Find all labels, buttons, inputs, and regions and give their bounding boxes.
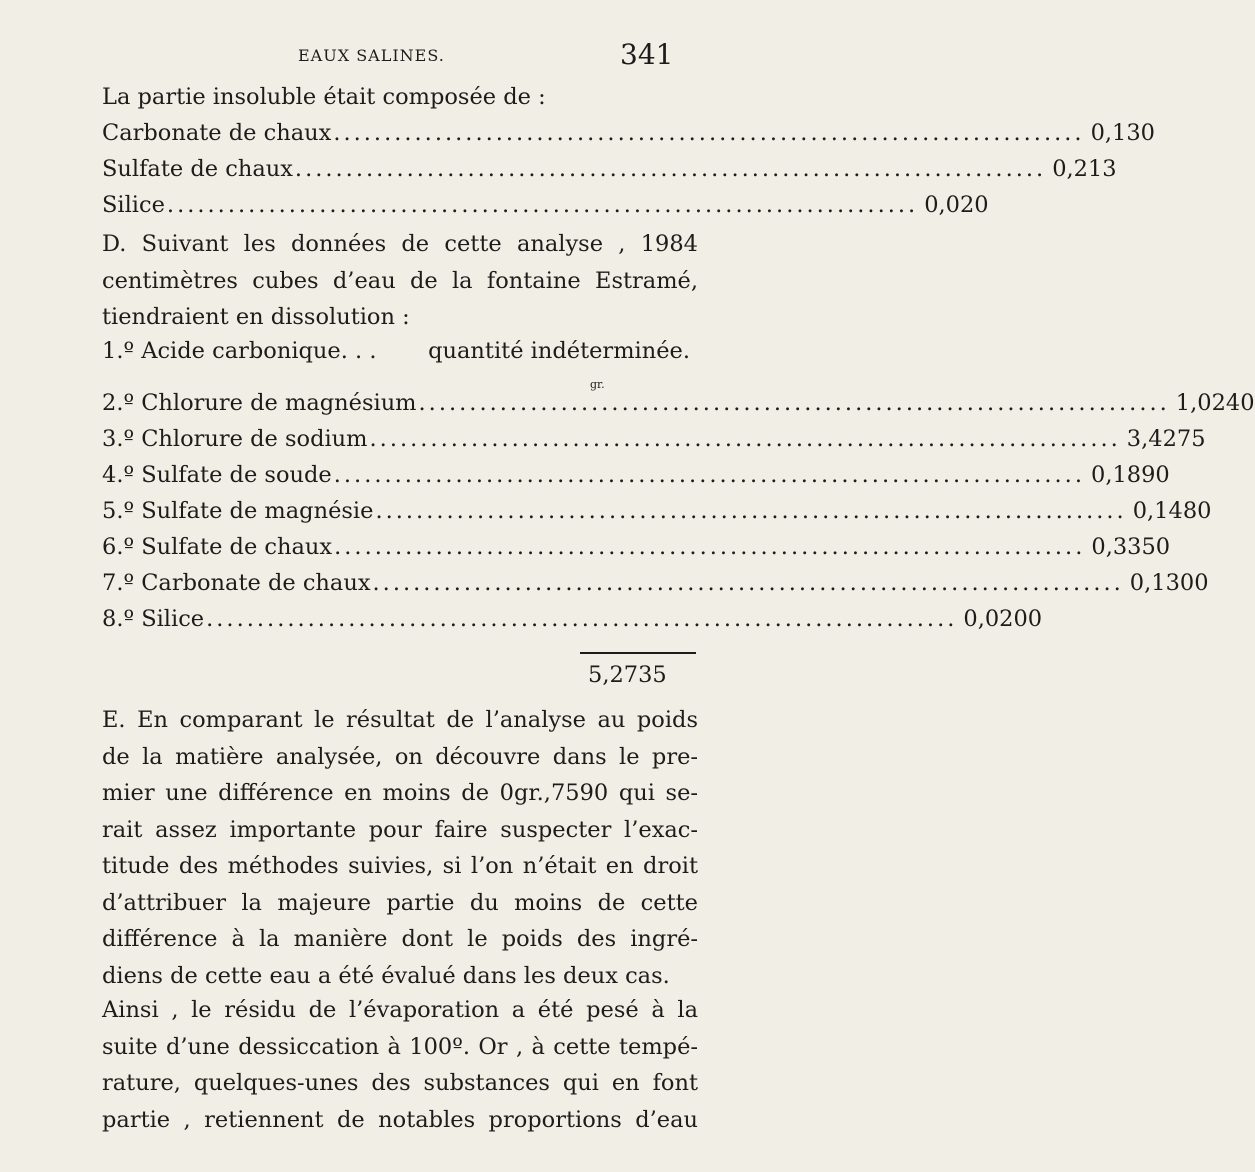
insoluble-row	[102, 120, 1155, 154]
section-d-paragraph	[102, 226, 698, 336]
dissolved-row	[102, 534, 1171, 568]
paragraph-line: rature, quelques-unes des substances qui en font	[102, 1070, 698, 1096]
item-value: 0,130	[1090, 120, 1155, 146]
item-value: 0,3350	[1091, 534, 1171, 560]
leader-dots: ..........................................................................	[372, 570, 1124, 596]
item-label: 6.º Sulfate de chaux	[102, 534, 333, 560]
closing-paragraph	[102, 992, 698, 1138]
paragraph-line: d’attribuer la majeure partie du moins de cette	[102, 889, 698, 916]
leader-dots: ..........................................................................	[334, 534, 1086, 560]
dissolved-row	[102, 390, 1255, 424]
paragraph-line: de la matière analysée, on découvre dans le pre-	[102, 743, 698, 770]
dissolved-total: 5,2735	[588, 662, 667, 688]
dissolved-row	[102, 570, 1209, 604]
dissolved-row	[102, 606, 1043, 640]
item-label: Sulfate de chaux	[102, 156, 293, 182]
leader-dots: ..........................................................................	[333, 462, 1085, 488]
running-title: EAUX SALINES.	[298, 46, 445, 65]
insoluble-row	[102, 156, 1117, 190]
item-value: 0,1890	[1091, 462, 1170, 488]
leader-dots: ..........................................................................	[418, 390, 1170, 416]
dissolved-row	[102, 498, 1212, 532]
unit-label: gr.	[590, 378, 605, 391]
leader-dots: ..........................................................................	[294, 156, 1047, 182]
leader-dots: ..........................................................................	[369, 426, 1121, 452]
item-value: 0,1480	[1132, 498, 1212, 524]
paragraph-line: différence à la manière dont le poids des ingré-	[102, 926, 698, 952]
item-label: 5.º Sulfate de magnésie	[102, 498, 374, 524]
insoluble-heading: La partie insoluble était composée de :	[102, 84, 546, 110]
paragraph-line: Ainsi , le résidu de l’évaporation a été pesé à la	[102, 997, 698, 1023]
item-value: 0,213	[1052, 156, 1117, 182]
page-number: 341	[620, 38, 674, 71]
paragraph-line: mier une différence en moins de 0gr.,7590 qui se-	[102, 780, 698, 806]
paragraph-line: tiendraient en dissolution :	[102, 304, 410, 330]
item-value: 3,4275	[1126, 426, 1206, 452]
item-value: 1,0240	[1175, 390, 1255, 416]
item-label: 7.º Carbonate de chaux	[102, 570, 371, 596]
paragraph-line: diens de cette eau a été évalué dans les deux cas.	[102, 962, 670, 989]
paragraph-line: centimètres cubes d’eau de la fontaine Estramé,	[102, 267, 698, 294]
page-header	[0, 38, 800, 72]
item-value: 0,0200	[963, 606, 1043, 632]
item-label: 4.º Sulfate de soude	[102, 462, 332, 488]
leader-dots: ..........................................................................	[375, 498, 1127, 524]
item-label: 1.º Acide carbonique. . .	[102, 338, 377, 364]
item-label: Carbonate de chaux	[102, 120, 332, 146]
item-label: Silice	[102, 192, 165, 218]
item-label: 3.º Chlorure de sodium	[102, 426, 368, 452]
section-e-paragraph	[102, 702, 698, 994]
item-value: 0,020	[924, 192, 989, 218]
paragraph-line: suite d’une dessiccation à 100º. Or , à cette tempé-	[102, 1033, 698, 1060]
leader-dots: ..........................................................................	[206, 606, 958, 632]
dissolved-row-first	[102, 338, 690, 372]
leader-dots: ..........................................................................	[166, 192, 919, 218]
paragraph-line: partie , retiennent de notables proportions d’eau	[102, 1106, 698, 1133]
item-value: quantité indéterminée.	[428, 338, 690, 364]
item-label: 2.º Chlorure de magnésium	[102, 390, 417, 416]
leader-dots: ..........................................................................	[333, 120, 1085, 146]
paragraph-line: rait assez importante pour faire suspecter l’exac-	[102, 816, 698, 843]
item-label: 8.º Silice	[102, 606, 205, 632]
insoluble-row	[102, 192, 989, 226]
paragraph-line: E. En comparant le résultat de l’analyse au poids	[102, 707, 698, 733]
item-value: 0,1300	[1129, 570, 1209, 596]
dissolved-row	[102, 462, 1170, 496]
paragraph-line: D. Suivant les données de cette analyse , 1984	[102, 231, 698, 257]
paragraph-line: titude des méthodes suivies, si l’on n’était en droit	[102, 853, 698, 879]
total-rule	[580, 652, 696, 654]
dissolved-row	[102, 426, 1206, 460]
